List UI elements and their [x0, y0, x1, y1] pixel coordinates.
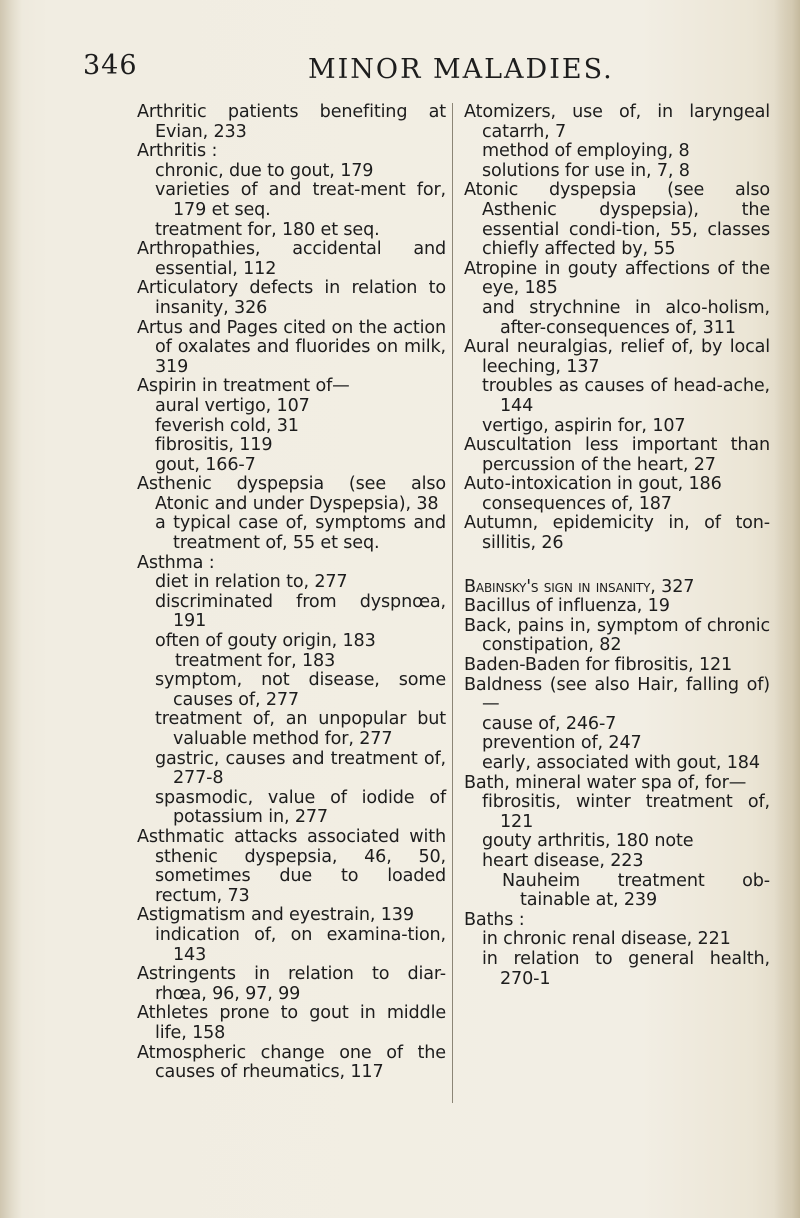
- index-subentry: heart disease, 223: [482, 850, 644, 871]
- index-subentry: aural vertigo, 107: [155, 395, 310, 416]
- index-entry: Arthritis :: [137, 141, 218, 162]
- gutter-shadow: [0, 0, 22, 1218]
- index-entry: Autumn, epidemicity in, of ton-sillitis, 26: [464, 513, 770, 554]
- running-head: MINOR MALADIES.: [308, 54, 614, 85]
- index-subentry: solutions for use in, 7, 8: [482, 160, 690, 181]
- index-subentry: in chronic renal disease, 221: [482, 929, 731, 950]
- index-entry: Back, pains in, symptom of chronic constipation, 82: [464, 615, 770, 656]
- index-entry: Baldness (see also Hair, falling of)—: [464, 674, 770, 715]
- index-subentry: consequences of, 187: [482, 493, 672, 514]
- index-entry: Asthma :: [137, 552, 215, 573]
- index-entry: Asthenic dyspepsia (see also Atonic and under Dyspepsia), 38: [137, 474, 446, 514]
- index-subentry: treatment for, 180 et seq.: [155, 219, 380, 240]
- index-column-right: [464, 103, 770, 989]
- index-subentry: fibrositis, winter treatment of, 121: [482, 792, 770, 832]
- index-subentry: and strychnine in alco-holism, after-consequences of, 311: [482, 297, 770, 338]
- index-entry: Bath, mineral water spa of, for—: [464, 772, 747, 793]
- index-entry: Atmospheric change one of the causes of rheumatics, 117: [137, 1042, 446, 1083]
- index-entry-section-b: Babinsky's sign in insanity, 327: [464, 576, 695, 597]
- index-subentry: chronic, due to gout, 179: [155, 160, 374, 181]
- page-number: 346: [83, 50, 138, 81]
- index-subentry: method of employing, 8: [482, 141, 690, 162]
- index-entry: Auto-intoxication in gout, 186: [464, 474, 722, 495]
- index-subentry: early, associated with gout, 184: [482, 753, 760, 773]
- index-column-left: [137, 103, 446, 1083]
- index-subentry: often of gouty origin, 183: [155, 631, 376, 652]
- index-subentry: a typical case of, symptoms and treatment of, 55 et seq.: [155, 513, 446, 554]
- index-entry: Aspirin in treatment of—: [137, 376, 350, 397]
- index-entry: Astigmatism and eyestrain, 139: [137, 905, 414, 926]
- index-subentry: fibrositis, 119: [155, 435, 273, 456]
- index-entry: Artus and Pages cited on the action of oxalates and fluorides on milk, 319: [137, 317, 446, 377]
- index-subsubentry: Nauheim treatment ob-tainable at, 239: [502, 870, 770, 911]
- index-entry: Atonic dyspepsia (see also Asthenic dyspepsia), the essential condi-tion, 55, classes chiefly affected by, 55: [464, 180, 770, 260]
- index-subentry: varieties of and treat-ment for, 179 et seq.: [155, 180, 446, 220]
- index-entry: Athletes prone to gout in middle life, 158: [137, 1003, 446, 1043]
- index-subentry: feverish cold, 31: [155, 415, 299, 436]
- index-entry: Atomizers, use of, in laryngeal catarrh, 7: [464, 102, 770, 142]
- index-subentry: vertigo, aspirin for, 107: [482, 415, 686, 436]
- index-subentry: gout, 166-7: [155, 454, 256, 475]
- index-subentry: treatment of, an unpopular but valuable method for, 277: [155, 709, 446, 749]
- index-entry: Arthritic patients benefiting at Evian, 233: [137, 102, 446, 142]
- index-subentry: discriminated from dyspnœa, 191: [155, 591, 446, 632]
- index-entry: Baden-Baden for fibrositis, 121: [464, 655, 733, 676]
- index-entry: Auscultation less important than percussion of the heart, 27: [464, 435, 770, 475]
- index-entry: Bacillus of influenza, 19: [464, 596, 670, 617]
- index-entry: Aural neuralgias, relief of, by local leeching, 137: [464, 337, 770, 377]
- index-subentry: spasmodic, value of iodide of potassium in, 277: [155, 787, 446, 828]
- index-subsubentry: treatment for, 183: [175, 650, 336, 671]
- index-subentry: indication of, on examina-tion, 143: [155, 924, 446, 965]
- index-subentry: cause of, 246-7: [482, 713, 617, 734]
- index-entry: Articulatory defects in relation to insanity, 326: [137, 278, 446, 318]
- index-subentry: troubles as causes of head-ache, 144: [482, 376, 770, 416]
- index-entry: Baths :: [464, 909, 525, 930]
- index-subentry: in relation to general health, 270-1: [482, 948, 770, 989]
- index-entry: Astringents in relation to diar-rhœa, 96, 97, 99: [137, 964, 446, 1004]
- index-entry: Asthmatic attacks associated with sthenic dyspepsia, 46, 50, sometimes due to loaded rectum, 73: [137, 826, 446, 906]
- page-edge-shadow: [774, 0, 800, 1218]
- index-subentry: diet in relation to, 277: [155, 572, 348, 593]
- index-subentry: gastric, causes and treatment of, 277-8: [155, 748, 446, 789]
- index-subentry: prevention of, 247: [482, 733, 642, 754]
- index-subentry: gouty arthritis, 180 note: [482, 831, 694, 852]
- page-header: [0, 50, 800, 90]
- column-divider: [452, 103, 453, 1103]
- index-entry: Atropine in gouty affections of the eye, 185: [464, 258, 770, 299]
- index-subentry: symptom, not disease, some causes of, 277: [155, 670, 446, 710]
- index-entry: Arthropathies, accidental and essential, 112: [137, 239, 446, 279]
